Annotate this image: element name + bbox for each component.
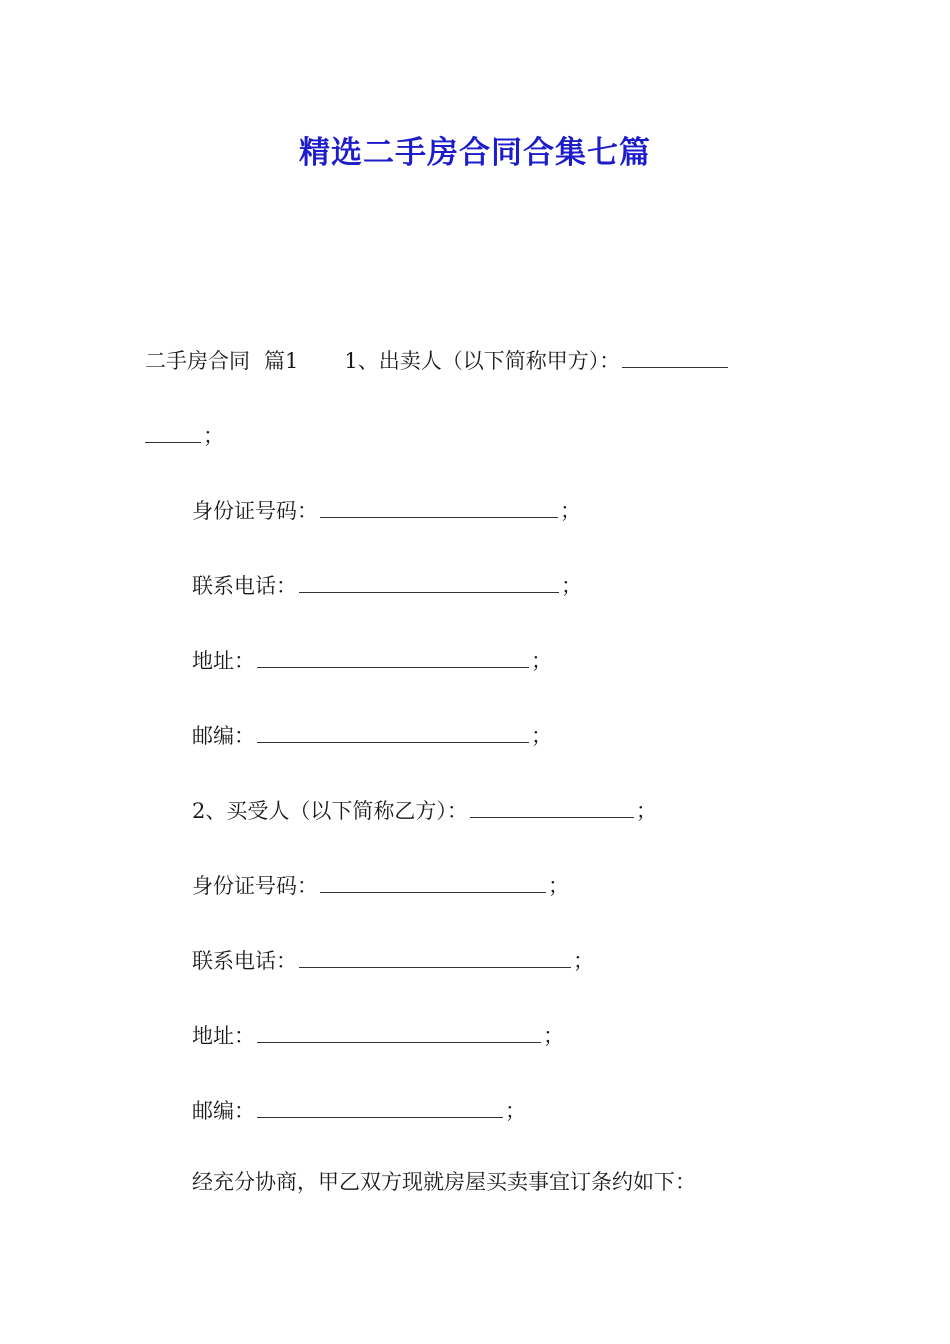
buyer-postcode-line [192,1095,526,1126]
terminator: ； [561,574,582,598]
buyer-heading: 2、买受人（以下简称乙方）： [192,799,468,823]
terminator: ； [531,724,552,748]
buyer-postcode-blank [257,1095,503,1118]
seller-address-blank [257,645,529,668]
seller-id-label: 身份证号码： [192,499,318,523]
terminator: ； [543,1024,564,1048]
buyer-phone-line [192,945,594,976]
terminator: ； [531,649,552,673]
seller-address-label: 地址： [192,649,255,673]
buyer-phone-blank [299,945,571,968]
seller-postcode-blank [257,720,529,743]
seller-name-continuation [145,420,224,451]
seller-heading: 1、出卖人（以下简称甲方）： [344,349,621,373]
buyer-name-blank [470,795,634,818]
terminator: ； [203,424,224,448]
buyer-id-line [192,870,569,901]
seller-phone-blank [299,570,559,593]
seller-phone-label: 联系电话： [192,574,297,598]
seller-address-line [192,645,552,676]
seller-id-line [192,495,581,526]
terminator: ； [573,949,594,973]
seller-postcode-line [192,720,552,751]
section-label: 二手房合同 [145,349,250,373]
seller-phone-line [192,570,582,601]
terminator: ； [635,799,657,823]
seller-name-blank-cont [145,420,201,443]
buyer-id-blank [320,870,546,893]
buyer-phone-label: 联系电话： [192,949,297,973]
seller-postcode-label: 邮编： [192,724,255,748]
seller-name-blank [622,345,728,368]
terminator: ； [560,499,581,523]
seller-line [145,345,730,376]
terminator: ； [505,1099,526,1123]
buyer-postcode-label: 邮编： [192,1099,255,1123]
section-number: 篇1 [264,349,299,373]
buyer-line [192,795,657,826]
closing-paragraph: 经充分协商，甲乙双方现就房屋买卖事宜订条约如下： [192,1170,696,1194]
document-title: 精选二手房合同合集七篇 [299,135,651,171]
buyer-address-blank [257,1020,541,1043]
terminator: ； [548,874,569,898]
buyer-id-label: 身份证号码： [192,874,318,898]
seller-id-blank [320,495,558,518]
buyer-address-label: 地址： [192,1024,255,1048]
buyer-address-line [192,1020,564,1051]
